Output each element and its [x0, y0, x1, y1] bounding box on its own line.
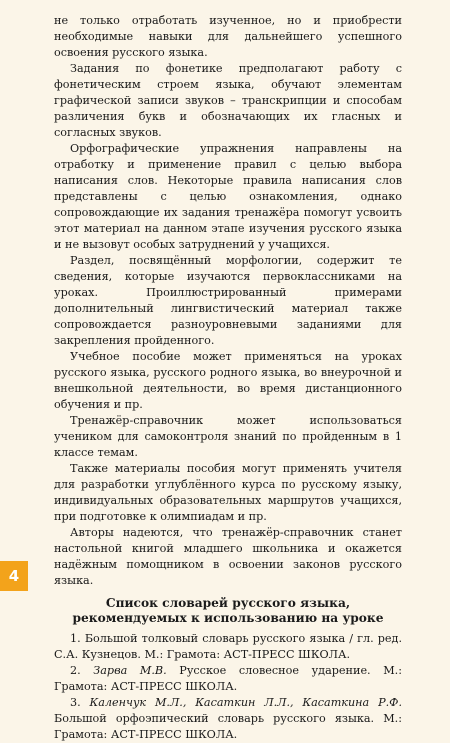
bibliography-list [54, 631, 402, 743]
bibliography-number: 3. [70, 696, 81, 709]
bibliography-item [54, 695, 402, 743]
bibliography-text: Большой толковый словарь русского языка / гл. ред. С.А. Кузнецов. М.: Грамота: АСТ-ПРЕСС ШКОЛА. [54, 632, 402, 661]
page-number-badge [0, 561, 28, 591]
bibliography-item [54, 663, 402, 695]
bibliography-text: Русское словесное ударение. М.: Грамота: АСТ-ПРЕСС ШКОЛА. [54, 664, 403, 693]
bibliography-author: Каленчук М.Л., Касаткин Л.Л., Касаткина Р.Ф. [89, 696, 402, 709]
section-title [54, 596, 402, 626]
paragraph-7: Также материалы пособия могут применять учителя для разработки углублённого курса по русскому языку, индивидуальных образовательных маршрутов учащихся, при подготовке к олимпиадам и пр. [54, 462, 402, 523]
paragraph-6: Тренажёр-справочник может использоваться учеником для самоконтроля знаний по пройденным в 1 классе темам. [54, 414, 402, 459]
paragraph-3: Орфографические упражнения направлены на отработку и применение правил с целью выбора написания слов. Некоторые правила написания слов представлены с целью ознакомления, однако сопровождающие их задания тренажёра помогут усвоить этот материал на данном этапе изучения русского языка и не вызовут особых затруднений у учащихся. [54, 142, 402, 251]
bibliography-number: 2. [70, 664, 81, 677]
page-number: 4 [8, 567, 20, 585]
bibliography-text: Большой орфоэпический словарь русского языка. М.: Грамота: АСТ-ПРЕСС ШКОЛА. [54, 712, 402, 741]
bibliography-author: Зарва М.В. [93, 664, 167, 677]
page-body [54, 13, 402, 743]
section-title-line-2: рекомендуемых к использованию на уроке [72, 611, 384, 625]
bibliography-item [54, 631, 402, 663]
paragraph-1: не только отработать изученное, но и приобрести необходимые навыки для дальнейшего успешного освоения русского языка. [54, 14, 402, 59]
paragraph-8: Авторы надеются, что тренажёр-справочник станет настольной книгой младшего школьника и окажется надёжным помощником в освоении законов русского языка. [54, 526, 402, 587]
paragraph-5: Учебное пособие может применяться на уроках русского языка, русского родного языка, во внеурочной и внешкольной деятельности, во время дистанционного обучения и пр. [54, 350, 402, 411]
paragraph-2: Задания по фонетике предполагают работу с фонетическим строем языка, обучают элементам графической записи звуков – транскрипции и способам различения букв и обозначающих их гласных и согласных звуков. [54, 62, 402, 139]
section-title-line-1: Список словарей русского языка, [105, 596, 351, 610]
bibliography-number: 1. [70, 632, 81, 645]
paragraph-4: Раздел, посвящённый морфологии, содержит те сведения, которые изучаются первоклассниками на уроках. Проиллюстрированный примерами дополнительный лингвистический материал также сопровождается разноуровневыми заданиями для закрепления пройденного. [54, 254, 402, 347]
